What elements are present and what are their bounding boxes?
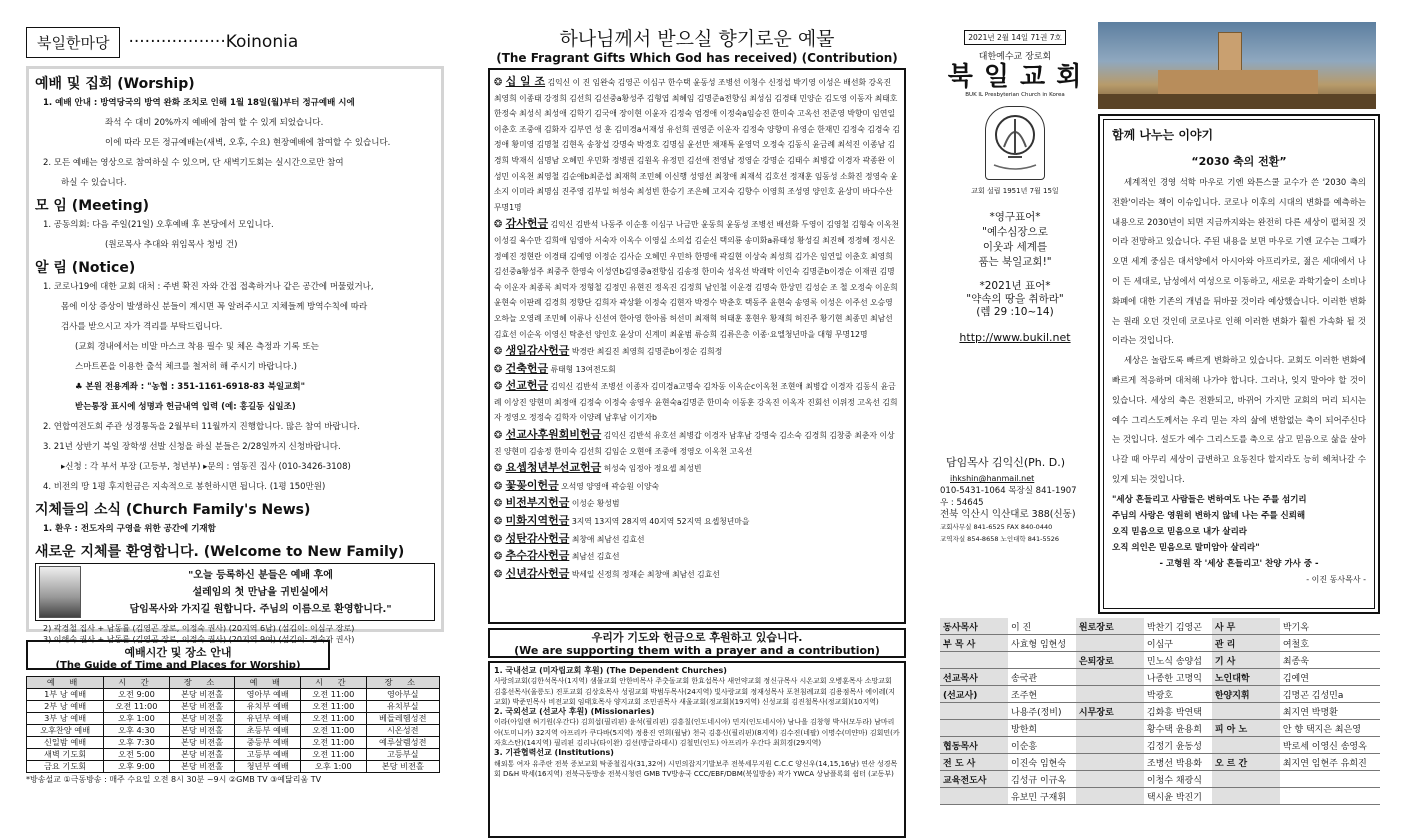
staff-row [940,788,1380,805]
worship-line: 좌석 수 대비 20%까지 예배에 참여 할 수 있게 되었습니다. [105,118,324,128]
bullet-icon: ❂ [494,363,506,375]
staff-names: 조주현 [1008,686,1076,703]
offering-category: 생일감사헌금 [505,344,570,358]
staff-names: 민노식 송양섭 [1144,652,1212,669]
offering-category: 추수감사헌금 [505,549,570,563]
worship-line: 1. 예배 안내 : 방역당국의 방역 완화 조치로 인해 1월 18일(월)부터 정규예배 시에 [43,98,355,108]
staff-role [940,788,1008,805]
staff-names: 박찬기 김영곤 [1144,618,1212,635]
schedule-cell: 오전 11:00 [301,689,367,701]
bullet-icon: ❂ [494,463,506,475]
staff-names: 이진숙 임현숙 [1008,754,1076,771]
koinonia-title: ··················Koinonia [128,32,299,52]
schedule-cell: 본당 비젼홀 [366,761,439,773]
offering-entry [494,361,900,378]
staff-names [1280,771,1380,788]
staff-names: 이순흥 [1008,737,1076,754]
staff-role [1076,788,1144,805]
staff-role: 사 무 [1212,618,1280,635]
staff-role [1076,737,1144,754]
staff-row [940,720,1380,737]
support-title: 우리가 기도와 헌금으로 후원하고 있습니다. [591,631,803,644]
website-link[interactable]: http://www.bukil.net [959,331,1071,344]
church-photo [1098,22,1376,109]
offering-category: 꽃꽂이헌금 [505,478,559,492]
schedule-cell: 새벽 기도회 [27,749,104,761]
worship-heading: 예배 및 집회 (Worship) [35,76,195,92]
contact-line: 전북 익산시 익산대로 388(신동) [940,509,1076,520]
support-heading: 3. 기관협력선교 (Institutions) [494,748,614,758]
schedule-cell: 본당 비젼홀 [169,737,235,749]
offering-entry [494,460,900,477]
schedule-cell: 예루살렘성전 [366,737,439,749]
offerings-list [488,68,906,624]
support-body: 이라(아일랜 허기원(우간다) 김희섭(필리핀) 윤석(필리핀) 김흥칠(인도네시아) 민지(인도네시아) 남나을 김창형 박사(모두라) 남마리아(도미니카) 32지역 아프리카 쿠다바(5지역) 정용진 연희(월남) 천국 김흥신(필리핀)(8지역) 김수진(네팔) 이명수(미얀마) 김회민(카자흐스탄)(14지역) 필리핀 김리나(타이완) 김선(방글라데시) 김철민(인도) 아프리카 우간다 최희경(29지역) [494,718,900,748]
schedule-cell: 청년부 예배 [235,761,301,773]
support-body: 해외통 여자 유주란 전북 증보교회 탁종철집사(31,32여) 시민의잡지기발보주 전북세무지원 C.C.C 양신우(14,15,16남) 연산 성경목회 D&H 박세(16지역) 전북극동방송 전북시청련 GMB TV방송국 CCC/EBF/DBM(북일방송) 작가 YWCA 상남플록회 쉼터 (교동부) [494,759,898,778]
bullet-icon: ❂ [494,381,506,393]
staff-row [940,737,1380,754]
essay-signature: - 이진 동사목사 - [1306,574,1366,584]
schedule-cell: 초등부 예배 [235,725,301,737]
staff-names: 나용주(정비) [1008,703,1076,720]
support-subtitle: (We are supporting them with a prayer and a contribution) [514,644,880,657]
offering-names: 허성숙 임정아 정요셉 최성빈 [603,464,702,474]
offering-entry [494,495,900,512]
staff-role [1076,771,1144,788]
offering-names: 김익신 이 진 임완숙 김영곤 이심구 한수택 윤동성 조병선 이청수 신정섭 박기영 이성은 배선화 강옥진 최영희 이종태 강정희 김선희 김선중a황성주 김형엽 최혜임 김명준a전향심 최성심 김경태 민양순 김도영 이동자 최태호 한정숙 최성식 최성애 김학기 김국애 장이현 이윤자 김정숙 엄경애 이정숙a임승진 한미숙 고옥선 전준영 박향미 임연일 이춘호 조중애 김화자 김부연 성 훈 김미경a서재성 유선희 권영준 이운자 김정숙 양향미 유영순 한재민 김정숙 김경숙 김정애 황미영 김명철 김현옥 송창섭 강명숙 박경호 김명심 윤선만 채재특 윤영덕 오정숙 김동식 윤금례 최석진 이종남 김경희 박재식 심명남 오혜민 우민화 정병권 김원옥 유정민 김선애 전영남 정영순 강명순 김태수 최병갑 이경자 곽종완 이성민 이옥천 최영철 김순애b최준섭 최재혁 조민혜 이신행 성영선 최창애 최재석 김호선 정재훈 임동성 소화진 정영숙 윤소지 이미라 최명심 진주영 김부일 허성숙 최성빈 한승기 조은혜 고지숙 김향수 이영희 조성영 양인호 윤상미 바다수산 무명1명 [494,78,900,212]
staff-role: 관 리 [1212,635,1280,652]
vision-line: 품는 북일교회!" [978,256,1052,268]
staff-role: 원로장로 [1076,618,1144,635]
schedule-header: 예 배 [27,677,104,689]
essay-title: “2030 축의 전환” [1191,155,1287,168]
schedule-cell: 오전 11:00 [104,701,170,713]
offering-entry [494,378,900,426]
offering-category: 비전부지헌금 [505,496,570,510]
staff-names: 황수택 윤용희 [1144,720,1212,737]
schedule-table-wrap [26,676,440,785]
staff-names: 방한희 [1008,720,1076,737]
vision-line: "예수심장으로 [982,226,1048,238]
schedule-cell: 유치부 예배 [235,701,301,713]
schedule-cell: 오후찬양 예배 [27,725,104,737]
staff-names: 이심구 [1144,635,1212,652]
offering-names: 최남선 김효선 [571,552,620,562]
staff-role [1076,720,1144,737]
staff-row [940,652,1380,669]
offering-names: 박세일 신정희 정재순 최창애 최남선 김효선 [571,569,720,579]
contact-line: 교회사무실 841-6525 FAX 840-0440 [940,523,1053,531]
staff-role [1076,635,1144,652]
schedule-cell: 1부 낭 예배 [27,689,104,701]
bullet-icon: ❂ [494,219,506,231]
announcements-inner [29,69,441,644]
worship-line: 하실 수 있습니다. [61,178,127,188]
schedule-cell: 본당 비젼홀 [169,713,235,725]
support-heading: 2. 국외선교 (선교사 후원) (Missionaries) [494,707,655,717]
schedule-row [27,689,440,701]
staff-role [940,652,1008,669]
schedule-cell: 유년부 예배 [235,713,301,725]
notice-line: 4. 비전의 땅 1평 후지헌금은 지속적으로 봉헌하시면 됩니다. (1평 150만원) [43,482,326,492]
welcome-quote-line: 설레임의 첫 만남을 귀빈실에서 [192,586,329,598]
schedule-cell: 본당 비젼홀 [169,701,235,713]
schedule-cell: 오전 11:00 [301,749,367,761]
offering-category: 요셉청년부선교헌금 [505,461,602,475]
meeting-line: 1. 공동의회: 다음 주일(21일) 오후예배 후 본당에서 모입니다. [43,220,274,230]
essay-paragraph: 세상은 놀랍도록 빠르게 변화하고 있습니다. 교회도 이러한 변화에 빠르게 적응하며 대처해 나가야 합니다. 그러나, 잊지 말아야 할 것이 있습니다. 세상의 축은 전환되고, 바뀌어 가지만 교회의 머리 되시는 예수 그리스도께서는 우리 믿는 자의 삶에 변함없는 축이 되어주신다는 것입니다. 설도가 예수 그리스도를 축으로 삼고 믿음으로 삶을 살아 나갈 때 아무리 세상이 급변하고 요동친다 할지라도 능히 헤쳐나갈 수 있게 되는 것입니다. [1112,355,1366,484]
staff-table [940,618,1380,805]
notice-line: ▸신청 : 각 부서 부장 (고등부, 청년부) ▸문의 : 염동진 집사 (010-3426-3108) [61,462,351,472]
staff-row [940,618,1380,635]
column-masthead [940,24,1090,545]
notice-line: (교회 경내에서는 비말 마스크 착용 필수 및 체온 측정과 기록 또는 [75,342,319,352]
staff-role: 노인대학 [1212,669,1280,686]
staff-role: 전 도 사 [940,754,1008,771]
schedule-cell: 고등부실 [366,749,439,761]
schedule-row [27,713,440,725]
lyric-line: 주님의 사랑은 영원히 변하지 않네 나는 주를 신뢰해 [1112,510,1306,521]
offering-names: 김익신 김반석 조병선 이종자 김미경a고명숙 김차동 이옥순c이옥천 조현애 최병갑 이경자 김동식 윤금례 이상진 양현미 최정애 김정숙 이정숙 송영우 윤현숙a김명준 한미숙 이동훈 강옥진 이옥자 진회선 이위정 고옥선 김희자 정영오 정정숙 김학자 이양례 남후남 이기자b [494,382,898,423]
emblem-icon [986,107,1044,179]
staff-role: 교육전도사 [940,771,1008,788]
mission-support-box [488,661,906,838]
schedule-cell: 영아부 예배 [235,689,301,701]
offering-entry [494,513,900,530]
schedule-row [27,749,440,761]
offerings-title: 하나님께서 받으실 향기로운 예물 [559,28,835,50]
staff-role: 한양지휘 [1212,686,1280,703]
schedule-row [27,761,440,773]
offering-entry [494,74,900,215]
staff-names: 사효형 임현성 [1008,635,1076,652]
schedule-title: 예배시간 및 장소 안내 [124,646,232,659]
schedule-cell: 오후 7:30 [104,737,170,749]
notice-line: 스마트폰을 이용한 출석 체크를 철저히 해 주시기 바랍니다.) [75,362,297,372]
support-body: 사랑의교회(김한석목사(1지역) 샘물교회 안한비목사 주춧돌교회 한효섭목사 새언약교회 정신규목사 시온교회 오병훈목사 소망교회 김홍선목사(울릉도) 진포교회 김상호목사 성림교회 박범두목사(24지역) 빛사랑교회 정재성목사 포천침례교회 김용점목사 에이레(지교회) 박준민목사 비전교회 임태호목사 양지교회 조민권목사 새울교회(정교회)(19지역) 신성교회 김진철목사(정교회)(10지역) [494,677,895,706]
essay-inner [1103,119,1375,609]
offering-names: 김익신 김반석 나동주 이순흥 이심구 나금만 윤동희 윤동성 조병선 배선화 두영이 김영철 김형숙 이옥천 이성길 육수만 김희애 임영아 서숙자 이옥수 이영실 소의섭 김순신 택의룡 송미화a류태성 황성길 최진혜 정정혜 정시온 정예진 정현란 이경태 김예영 이정순 김사순 오혜민 우민하 한명애 곽길현 이상숙 최성희 김가은 임연일 이춘호 최영희 김선중a황성주 최중주 한영숙 이성연b김영중a전향심 김송정 한미숙 성옥선 박래탁 이인숙 김명준b이경순 이재권 김명숙 이운자 최종록 최덕자 정형철 김정민 유현진 정옥진 김정희 남인철 이운경 김명숙 한상민 김성순 조 철 오정숙 이운희 윤현숙 이판례 김경희 정향단 김희자 곽상환 이정숙 김현자 박경수 박춘호 택동주 윤현숙 송영록 이성은 이주선 오승영 오하늘 오영례 조민혜 이류나 신선여 한아영 한아름 허선미 최재혁 허태훈 홍현우 황재희 허진주 황기현 최종민 최남선 김효선 이순옥 이영신 탁춘선 양인호 윤상미 신계미 최윤범 류승희 김류은총 이종·요엘청년마을 대형 무명12명 [494,220,900,339]
schedule-row [27,737,440,749]
staff-role: 동사목사 [940,618,1008,635]
bullet-icon: ❂ [494,430,506,442]
schedule-row [27,701,440,713]
staff-names: 김성규 이규옥 [1008,771,1076,788]
contact-line: 교역자실 854-8658 노인대학 841-5526 [940,535,1060,543]
staff-names: 김화흥 박연택 [1144,703,1212,720]
announcements-panel [26,66,444,644]
offering-names: 김익신 김반석 유호선 최병갑 이경자 남후남 강명숙 김소숙 김경희 김창중 최춘자 이상진 양현미 김송정 한미숙 김선희 김임순 오현애 조중애 정영오 이옥천 고옥선 [494,431,895,456]
staff-role: 오 르 간 [1212,754,1280,771]
support-heading: 1. 국내선교 (미자립교회 후원) (The Dependent Churches) [494,666,727,675]
offering-category: 건축헌금 [505,361,549,375]
church-emblem [985,106,1045,180]
offering-category: 선교헌금 [505,379,549,393]
schedule-header: 예 배 [235,677,301,689]
staff-names: 최지연 박명환 [1280,703,1380,720]
founded-date: 교회 설립 1951년 7월 15일 [971,187,1059,195]
notice-line: 몸에 이상 증상이 발생하신 분들이 계시면 꼭 알려주시고 지체들께 방역수칙에 따라 [61,302,368,312]
staff-row [940,669,1380,686]
staff-role: 기 사 [1212,652,1280,669]
offering-names: 이성순 황성범 [571,499,620,509]
schedule-cell: 신일밤 예배 [27,737,104,749]
staff-body [940,618,1380,805]
bullet-icon: ❂ [494,480,506,492]
meeting-heading: 모 임 (Meeting) [35,198,149,214]
staff-row [940,771,1380,788]
schedule-subtitle: (The Guide of Time and Places for Worship) [55,660,301,671]
offering-entry [494,216,900,342]
schedule-cell: 오후 9:00 [104,761,170,773]
staff-names: 최지연 임현주 유희진 [1280,754,1380,771]
lyric-line: 오직 믿음으로 믿음으로 내가 살리라 [1112,526,1248,537]
contact-line: 010-5431-1064 목장실 841-1907 [940,486,1077,496]
issue-date: 2021년 2월 14일 71권 7호 [964,30,1065,45]
yearly-motto [940,280,1090,319]
bullet-icon: ❂ [494,551,506,563]
staff-role [940,703,1008,720]
offering-names: 박경란 최길진 최영희 김명준b이정순 김희정 [571,347,723,357]
staff-directory [940,618,1380,805]
staff-names: 이 진 [1008,618,1076,635]
schedule-cell: 오후 1:00 [301,761,367,773]
church-name-en: BUK IL Presbyterian Church in Korea [965,92,1065,98]
notice-heading: 알 림 (Notice) [35,260,136,276]
notice-line: 2. 연합여전도회 주관 성경통독을 2월부터 11월까지 진행합니다. 많은 참여 바랍니다. [43,422,360,432]
staff-role [1212,737,1280,754]
staff-role [1212,788,1280,805]
offering-entry [494,478,900,495]
staff-role: 선교목사 [940,669,1008,686]
bullet-icon: ❂ [494,498,506,510]
offering-names: 오석영 양영애 곽승원 이양숙 [561,481,660,491]
staff-row [940,686,1380,703]
staff-role: 부 목 사 [940,635,1008,652]
staff-role: 피 아 노 [1212,720,1280,737]
offering-category: 감사헌금 [505,217,549,231]
staff-role [1076,754,1144,771]
offering-category: 십 일 조 [505,75,546,88]
staff-role: 은퇴장로 [1076,652,1144,669]
offerings-subtitle: (The Fragrant Gifts Which God has received) (Contribution) [496,51,898,65]
notice-line: 3. 21년 상반기 북일 장학생 선발 신청을 하실 분들은 2/28일까지 신청바랍니다. [43,442,341,452]
offering-entry [494,548,900,565]
welcome-line: 2) 곽경철 집사 + 남동률 (김영곤 장로, 이정숙 권사) (20지역 6남) (섬김이: 이심구 장로) [43,624,355,633]
schedule-cell: 고등부 예배 [235,749,301,761]
offering-entry [494,566,900,583]
essay-panel [1098,114,1380,614]
schedule-cell: 오전 9:00 [104,689,170,701]
staff-names: 송국관 [1008,669,1076,686]
offering-entry [494,343,900,360]
schedule-body [27,689,440,773]
staff-role [1212,703,1280,720]
broadcast-note: *방송설교 ①극동방송 : 매주 수요일 오전 8시 30분 ~9시 ②GMB TV ③예닮리움 TV [26,775,322,784]
koinonia-header [26,24,444,60]
schedule-cell: 본당 비젼홀 [169,725,235,737]
bullet-icon: ❂ [494,568,506,580]
offering-names: 3지역 13지역 28지역 40지역 52지역 요셉청년마을 [571,517,750,527]
schedule-cell: 오전 11:00 [301,737,367,749]
church-name: 북 일 교 회 [947,62,1083,92]
motto-line: *2021년 표어* [979,280,1051,292]
contact-line: 우 : 54645 [940,498,984,508]
welcome-box [35,563,435,621]
staff-row [940,703,1380,720]
essay-paragraph: 세계적인 경영 석학 마우로 기엔 와튼스쿨 교수가 쓴 '2030 축의 전환'이라는 책이 이슈입니다. 코로나 이후의 시대의 변화를 예측하는 내용으로 2030년이 되면 지금까지와는 완전히 다른 세상이 펼쳐질 것이라 전망하고 있습니다. 주된 내용을 보면 마우로 기엔 교수는 그때가 오면 세계 중심은 대서양에서 아시아와 아프리카로, 젊은 세대에서 나이 든 세대로, 남성에서 여성으로 이동하고, 새로운 과학기술이 소비나 화폐에 대한 기존의 개념을 뒤바꿀 것이라 예상했습니다. 이러한 변화는 원래 오던 것인데 코로나로 인해 이러한 변화가 훨씬 가속화 될 것이라는 것입니다. [1112,177,1366,346]
staff-role [1076,669,1144,686]
vision-line: *영구표어* [989,211,1041,223]
staff-names [1008,652,1076,669]
schedule-cell: 오후 4:30 [104,725,170,737]
staff-names: 안 향 택지은 최은영 [1280,720,1380,737]
staff-names [1280,788,1380,805]
offering-entry [494,531,900,548]
vision-statement [940,210,1090,270]
notice-line: 검사를 받으시고 자가 격리를 부탁드립니다. [61,322,223,332]
staff-row [940,635,1380,652]
email-link[interactable]: ihkshin@hanmail.net [950,474,1035,483]
meeting-line: (원로목사 추대와 위임목사 청빙 건) [105,240,238,250]
staff-names: 김명곤 김성민a [1280,686,1380,703]
column-koinonia [26,24,444,785]
staff-names: 나종한 고명익 [1144,669,1212,686]
bullet-icon: ❂ [494,77,506,88]
schedule-header-row [27,677,440,689]
pastor-name: 담임목사 김익신(Ph. D.) [946,456,1066,469]
schedule-table [26,676,440,773]
column-offerings [488,24,906,838]
notice-line: 받는통장 표시에 성명과 헌금내역 입력 (예: 홍길동 십일조) [75,402,296,412]
staff-names: 김정기 윤동성 [1144,737,1212,754]
staff-names: 조병선 박용화 [1144,754,1212,771]
offering-names: 류태형 13여전도회 [550,364,616,374]
staff-role [940,720,1008,737]
staff-names: 유보민 구재휘 [1008,788,1076,805]
schedule-header: 시 간 [301,677,367,689]
schedule-cell: 2부 낭 예배 [27,701,104,713]
schedule-header: 장 소 [169,677,235,689]
staff-names: 최종욱 [1280,652,1380,669]
bullet-icon: ❂ [494,346,506,358]
bullet-icon: ❂ [494,533,506,545]
staff-names: 박로세 이영신 송영옥 [1280,737,1380,754]
staff-names: 김예연 [1280,669,1380,686]
schedule-cell: 오전 5:00 [104,749,170,761]
family-heading: 지체들의 소식 (Church Family's News) [35,502,311,518]
schedule-cell: 오전 11:00 [301,725,367,737]
schedule-cell: 오전 11:00 [301,713,367,725]
bank-account: ♣ 본원 전용계좌 : "농협 : 351-1161-6918-83 북일교회" [75,382,305,392]
staff-role: (선교사) [940,686,1008,703]
notice-line: 1. 코로나19에 대한 교회 대처 : 주변 확진 자와 간접 접촉하거나 같은 공간에 머물렀거나, [43,282,374,292]
staff-names: 여철호 [1280,635,1380,652]
welcome-quote-line: "오늘 등록하신 분들은 예배 후에 [188,569,333,581]
welcome-quote-line: 담임목사와 가지길 원합니다. 주님의 이름으로 환영합니다." [129,603,392,615]
schedule-cell: 오후 1:00 [104,713,170,725]
family-line: 1. 환우 : 전도자의 구영을 위한 공간에 기재함 [43,524,216,534]
offering-category: 성탄감사헌금 [505,531,570,545]
schedule-cell: 오전 11:00 [301,701,367,713]
offering-names: 최창애 최남선 김효선 [571,534,645,544]
staff-role [1212,771,1280,788]
staff-names: 박기옥 [1280,618,1380,635]
staff-role: 협동목사 [940,737,1008,754]
new-member-photo [39,566,81,618]
worship-line: 이에 따라 모든 정규예배는(새벽, 오후, 수요) 현장예배에 참여할 수 있습니다. [105,138,391,148]
church-ground [1098,94,1376,109]
offering-category: 미화지역헌금 [505,514,570,528]
support-title-box [488,628,906,658]
schedule-cell: 본당 비젼홀 [169,689,235,701]
motto-line: "약속의 땅을 취하라" [966,293,1064,305]
staff-row [940,754,1380,771]
welcome-quote [87,567,434,618]
staff-names: 택시윤 박진기 [1144,788,1212,805]
lyric-line: 오직 의인은 믿음으로 말미암아 살리라" [1112,542,1260,553]
worship-line: 2. 모든 예배는 영상으로 참여하실 수 있으며, 단 새벽기도회는 실시간으로만 참여 [43,158,344,168]
welcome-heading: 새로운 지체를 환영합니다. (Welcome to New Family) [35,544,405,560]
lyric-line: "세상 흔들리고 사람들은 변하여도 나는 주를 섬기리 [1112,494,1307,505]
schedule-cell: 3부 낭 예배 [27,713,104,725]
staff-role [1076,686,1144,703]
schedule-cell: 본당 비젼홀 [169,749,235,761]
schedule-header: 장 소 [366,677,439,689]
koinonia-badge: 북일한마당 [26,27,120,58]
schedule-cell: 본당 비젼홀 [169,761,235,773]
contact-block [940,485,1090,545]
essay-header: 함께 나누는 이야기 [1112,128,1214,142]
motto-line: (렘 29 :10~14) [976,306,1054,318]
staff-role: 시무장로 [1076,703,1144,720]
offering-category: 선교사후원회비헌금 [505,428,602,442]
schedule-cell: 유치부실 [366,701,439,713]
schedule-row [27,725,440,737]
welcome-line: 3) 이해숙 권사 + 남동률 (김영곤 장로, 이정숙 권사) (20지역 9여) (섬김이: 정숙자 권사) [43,635,355,644]
lyric-credit: - 고형원 작 '세상 흔들리고' 찬양 가사 중 - [1159,558,1319,569]
denomination: 대한예수교 장로회 [978,52,1052,62]
staff-names: 이청수 채광식 [1144,771,1212,788]
schedule-cell: 영아부실 [366,689,439,701]
bullet-icon: ❂ [494,516,506,528]
staff-names: 박광호 [1144,686,1212,703]
schedule-cell: 시온성전 [366,725,439,737]
schedule-header: 시 간 [104,677,170,689]
schedule-cell: 베들레헴성전 [366,713,439,725]
essay-lyrics [1112,492,1366,572]
schedule-cell: 중등부 예배 [235,737,301,749]
offering-entry [494,427,900,459]
schedule-cell: 금요 기도회 [27,761,104,773]
offering-category: 신년감사헌금 [505,566,570,580]
vision-line: 이웃과 세계를 [982,241,1048,253]
